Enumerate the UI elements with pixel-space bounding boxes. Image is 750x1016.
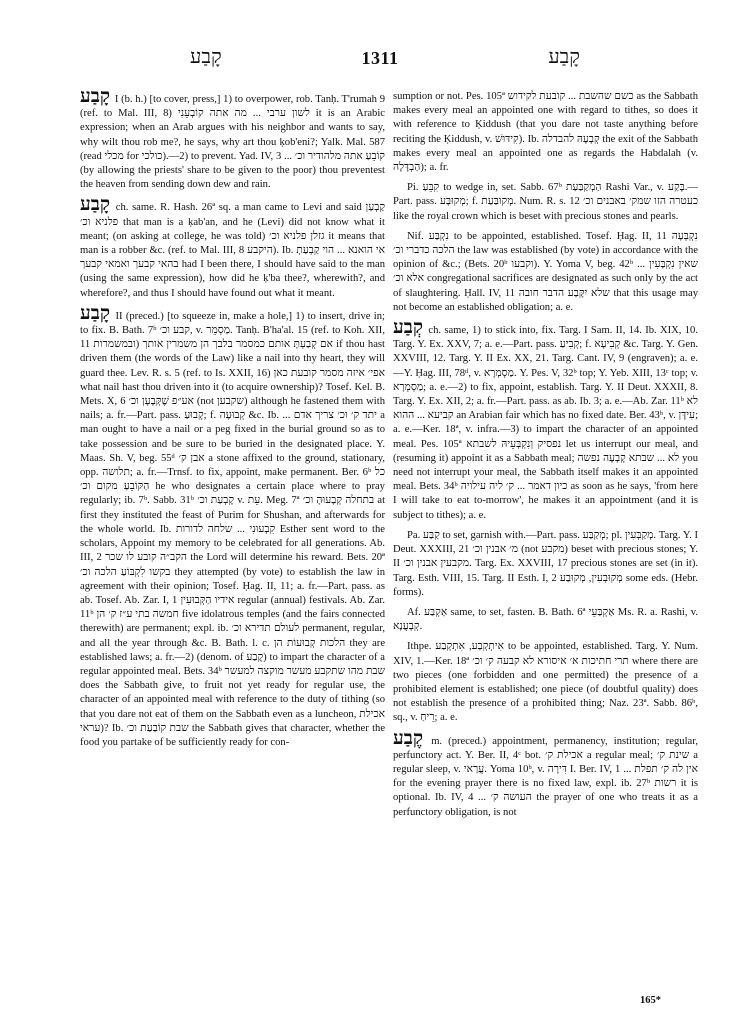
- sub-entry-nifal: [393, 230, 698, 315]
- sub-entry-afel: [393, 606, 698, 634]
- entry-text: m. (preced.) appointment, permanency, institution; regular, perfunctory act. Y. Ber. II, 4ᶜ bot. אכילת ק׳ a regular meal; שינת ק׳ a regular sleep, v. עֲרַאי. Yoma 10ᵇ, v. דִּירָה I. Ber. IV, 1 ... אין לה ק׳ תפלת for the evening prayer there is no fixed law, expl. ib. 27ᵇ רשות it is optional. Ib. IV, 4 ... העושה ק׳ the prayer of one who treats it as a perfunctory obligation, is not: [393, 735, 699, 818]
- entry-headword: קָבַע: [80, 302, 111, 324]
- dictionary-entry: [80, 86, 385, 192]
- entry-text: Af. אַקְבַּע same, to set, fasten. B. Bath. 6ª אַקְבַּעֵי Ms. R. a. Rashi, v. קְבָעֲנָא.: [393, 606, 698, 633]
- entry-headword: קְבַע: [393, 317, 424, 339]
- dictionary-entry: [80, 194, 385, 300]
- running-head-right: קָבַע: [548, 46, 580, 68]
- entry-headword: קָבַע: [80, 86, 111, 107]
- entry-continuation: [393, 90, 698, 175]
- entry-text: II (preced.) [to squeeze in, make a hole,] 1) to insert, drive in; to fix. B. Bath. 7ᵇ קבע וכ׳, v. מַסְמֵר. Tanḥ. B'ha'al. 15 (ref. to Koh. XII, 11 ובמשמרות) אם קְבַעְתָּ אותם כמסמר בלבך הן משמרין אותך if thou hast driven them (the words of the Law) like a nail into thy heart, they will guard thee. Lev. R. s. 5 (ref. to Is. XXII, 16) אפי׳ איזה מסמר קובעת כאן what nail hast thou driven into it (to acquire ownership)? Tosef. Kel. B. Mets. X, 6 אע״פ שֶׁקְּבָעָן וכ׳ (not שקבען) although he fastened them with nails; a. fr.—Part. pass. קָבוּעַ; f. קְבוּעָה &c. Ib. ... יתד ק׳ וכ׳ צריך אדם a man ought to have a nail or a peg fixed in the burial ground so as to take possession and be sure to be buried in the designated place. Y. Maas. Sh. V, beg. 55ᵈ אבן ק׳ a stone affixed to the ground, stationary, opp. תלושה; a. fr.—Trnsf. to fix, appoint, make permanent. Ber. 6ᵇ כל הַקּוֹבֵעַ מקום וכ׳ he who designates a certain place where to pray regularly; ib. 7ᵇ. Sabb. 31ᵇ קָבְעַת וכ׳ v. עֵת. Meg. 7ª בתחלה קְבָעוּהָ וכ׳ at first they instituted the feast of Purim for Shushan, and afterwards for the whole world. Ib. קִבְעוּנִי ... שלחה לדורות Esther sent word to the scholars, Appoint my memory to be celebrated for all generations. Ab. III, 2 הקב״ה קובע לו שכר the Lord will determine his reward. Bets. 20ª בקשו לִקְבּוֹעַ הלכה וכ׳ they attempted (by vote) to establish the law in agreement with their opinion; Tosef. Ḥag. II, 11; a. fr.—Part. pass. as ab. Tosef. Ab. Zar. I, 1 אידיו הַקְּבוּעִין regular (annual) festivals. Ab. Zar. 11ᵇ חמשה בתי ע״ז ק׳ הן five idolatrous temples (and the fairs connected therewith) are permanent; expl. ib. לעולם תדירא וכ׳ permanent, regular, and all the year through &c. B. Bath. l. c. הלכות קְבוּעוֹת הן they are established laws; a. fr.—2) (denom. of קֶבַע) to impart the character of a regular appointed meal. Bets. 34ᵇ שבת מהו שתקבע מעשר מוקצה למעשר does the Sabbath give, to fruit not yet ready for regular use, the character of an appointed meal with reference to the duty of tithing (so that you dare not eat of them on the Sabbath even as a luncheon, אכילת עראי)? Ib. שבת קוֹבַעַת וכ׳ the Sabbath gives that character, whether the food you partake of be sufficiently ready for con-: [80, 310, 386, 748]
- dictionary-entry: [80, 302, 386, 750]
- page-number: 1311: [361, 48, 399, 68]
- entry-text: ch. same, 1) to stick into, fix. Targ. I Sam. II, 14. Ib. XIX, 10. Targ. Y. Ex. XXV, 7; a. e.—Part. pass. קְבִיעַ; f. קְבִיעָא &c. Targ. Y. Gen. XXVIII, 12. Targ. Y. II Ex. XX, 21. Targ. Cant. IV, 9 (engraven); a. e.—Y. Ḥag. III, 78ᵈ, v. מַסְמְרָא. Y. Pes. V, 32ᵇ top; Y. Yeb. XIII, 13ᶜ top; v. מַסְמְרָא; a. e.—2) to fix, appoint, establish. Targ. Y. II Deut. XXXII, 8. Targ. Y. Ex. XII, 2; a. fr.—Part. pass. as ab. Ib. 3; a. e.—Ab. Zar. 11ᵇ לא קביעא ... ההוא an Arabian fair which has no fixed date. Ber. 43ᵇ, v. עִידָּן; a. e.—Ker. 18ª, v. infra.—3) to impart the character of an appointed meal. Pes. 105ª נפסיק וְנִקְבְּעֵיהּ לשבתא let us interrupt our meal, and (resuming it) appoint it as a Sabbath meal; לא ... שבתא קָבְעָה נפשה you need not interrupt your meal, the Sabbath itself makes it an appointed meal. Bets. 34ᵇ כיון דאמר ... ק׳ ליה עילויה as soon as he says, 'from here I will take to eat to-morrow', he makes it an appointment (and it is subject to tithes); a. e.: [393, 325, 699, 521]
- entry-text: sumption or not. Pes. 105ª כשם שהשבת ... קובעת לקידוש as the Sabbath makes every meal an appointed one with regard to tithes, so does it with reference to Ḳiddush (that you dare not taste anything before reciting the Ḳiddush, v. קִידּוּשׁ). Ib. קְבָעָהּ להבדלה the exit of the Sabbath makes every meal an appointed one as regards the Habdalah (v. הַבְדָּלָה); a. fr.: [393, 91, 699, 174]
- entry-headword: קָבַע: [80, 194, 111, 216]
- sub-entry-ithpe: [393, 640, 698, 725]
- page-header: [60, 46, 700, 74]
- entry-text: Ithpe. אִיתְקְבַע, אִתְקְבַע to be appointed, established. Targ. Y. Num. XIV, 1.—Ker. 18ª תרי חתיכות א׳ איסורא לא קבעה ק׳ וכ׳ where there are two pieces (one forbidden and one permitted) the presence of a prohibited element is established; one piece (of doubtful quality) does not establish the presence of a prohibited thing; Naz. 23ª. Sabb. 86ᵇ, sq., v. רֵיחַ; a. e.: [393, 641, 698, 724]
- entry-text: ch. same. R. Hash. 26ª sq. a man came to Levi and said קַבְעַן פלניא וכ׳ that man is a ḳab'an, and he (Levi) did not know what it meant; (on asking at college, he was told) גזלן פלניא וכ׳ it means that man is a robber &c. (ref. to Mal. III, 8 היקבע). Ib. אי הואנא ... הוי קַבְעַתְ בהאי קבעך ואמאי קבעך had I been there, I should have said to the man (using the same expression), how did he ḳ'ba thee?, wherewith?, and wherefore?, and thus I should have found out what it meant.: [80, 202, 385, 299]
- dictionary-entry: [393, 727, 699, 820]
- sub-entry-piel: [393, 181, 698, 224]
- entry-text: Pa. קַבַּע to set, garnish with.—Part. pass. מְקַבַּע; pl. מְקַבְּעִין. Targ. Y. I Deut. XXXIII, 21 מ׳ אבנין וכ׳ (not מקבע) beset with precious stones; Y. II מקבעין אבנין וכ׳. Targ. Ex. XXVIII, 17 precious stones are set (in it). Targ. Esth. VIII, 15. Targ. II Esth. I, 2 מְקוּבְעִין, מְקוּבַע some eds. (Hebr. forms).: [393, 529, 699, 598]
- entry-text: I (b. h.) [to cover, press,] 1) to overpower, rob. Tanḥ. T'rumah 9 (ref. to Mal. III, 8) לשון ערבי ... מה אתה קוֹבְעֵנִי it is an Arabic expression; when an Arab argues with his neighbor and wants to say, why wilt thou rob me?, he says, why art thou ḳob'eni?; Yalk. Mal. 587 (read מכלי for כולכי).—2) to prevent. Yad. IV, 3 ... קוֹבֵעַ אתה מלהודיר וכ׳ (by allowing the priests' share to be given to the poor) thou preventest the heaven from sending down dew and rain.: [80, 94, 385, 191]
- dictionary-entry: [393, 317, 699, 523]
- entry-text: Pi. קִבֵּעַ to wedge in, set. Sabb. 67ᵇ הַמְקַבַּעַת Rashi Var., v. בָּקַע.—Part. pass. מְקוּבָּע; f. מְקוּבַּעַת. Num. R. s. 12 כעטרה הזו שמק׳ באבנים וכ׳ like the royal crown which is beset with precious stones and pearls.: [393, 182, 698, 222]
- running-head-left: קָבַע: [190, 46, 222, 68]
- left-column: [80, 86, 386, 756]
- sub-entry-pael: [393, 529, 698, 600]
- entry-headword: קֶבַע: [393, 727, 424, 749]
- signature-mark: 165*: [640, 995, 661, 1006]
- right-column: [393, 90, 698, 826]
- entry-text: Nif. נִקְבַּע to be appointed, established. Tosef. Ḥag. II, 11 נִקְבְּעָה הלכה כדברי וכ׳ the law was established (by vote) in accordance with the opinion of &c.; (Bets. 20ᵇ וקבעו). Y. Yoma V, beg. 42ᵇ ... שאין נִקְבָּעִין אלא וכ׳ congregational sacrifices are designated as such only by the act of slaughtering. Ḥall. IV, 11 שלא יִקָּבַע הדבר חובה that this usage may not become an established obligation; a. e.: [393, 230, 699, 313]
